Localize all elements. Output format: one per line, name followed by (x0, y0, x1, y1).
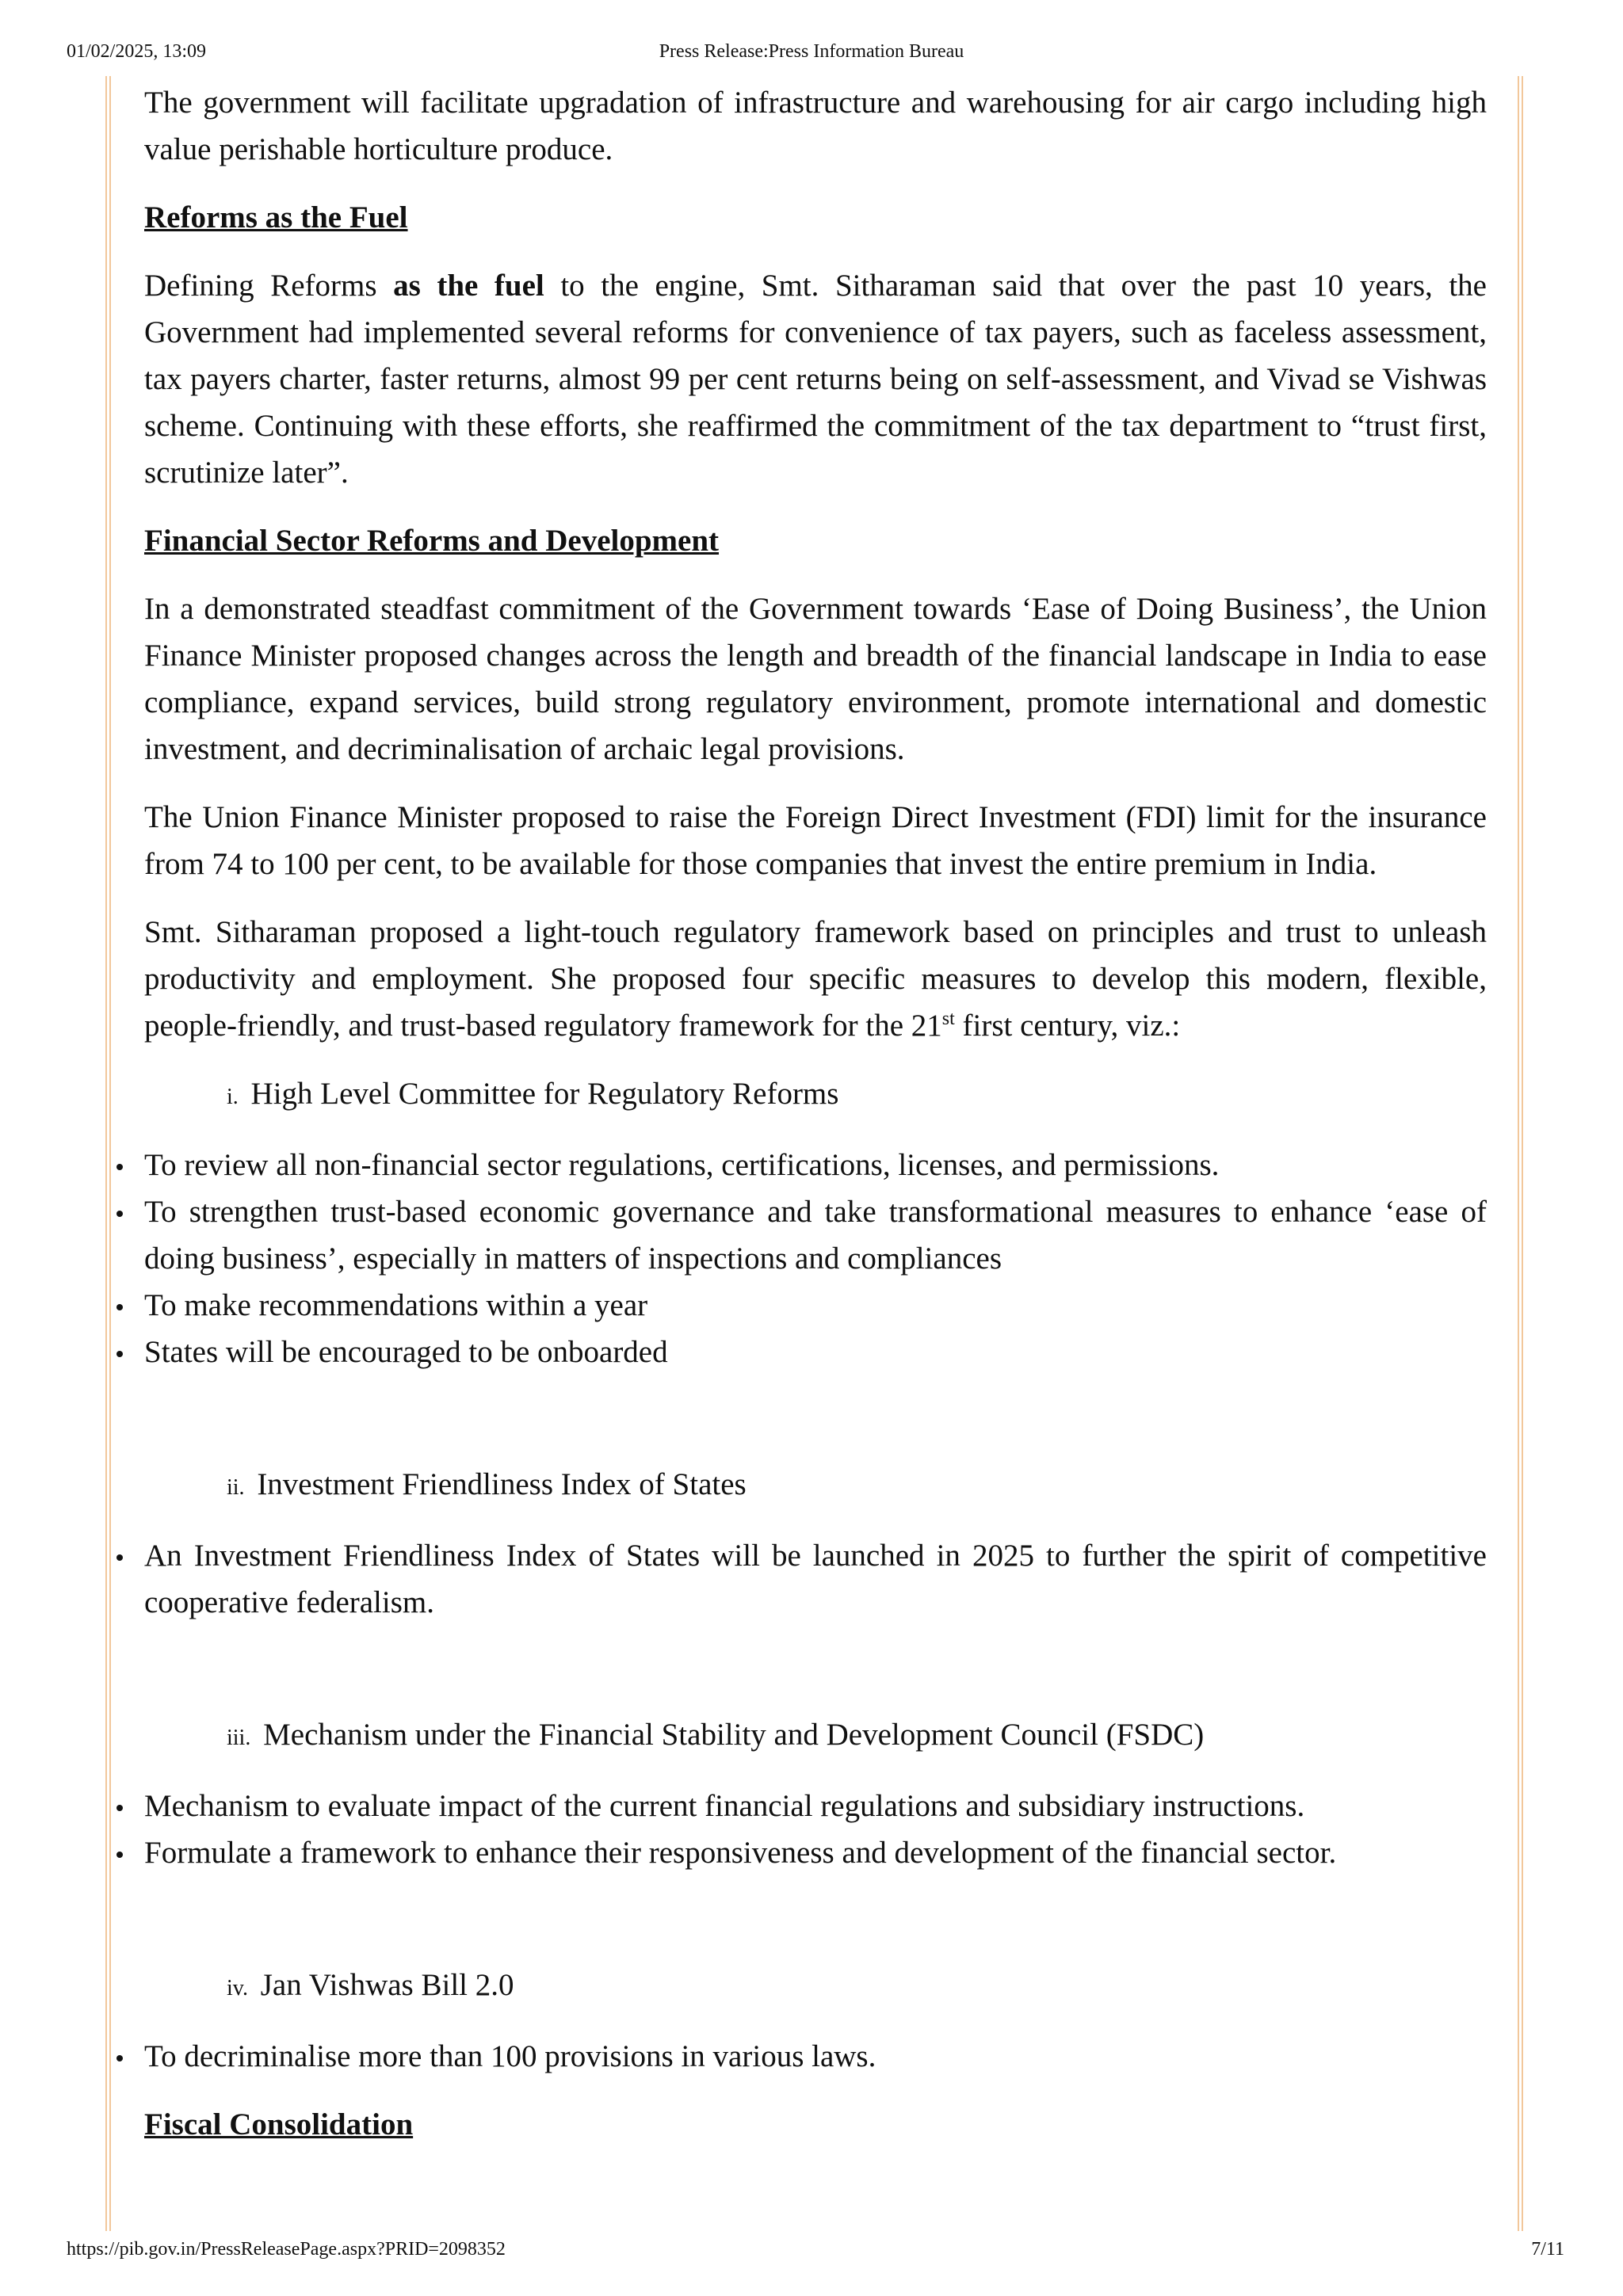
paragraph-fdi: The Union Finance Minister proposed to raise the Foreign Direct Investment (FDI) limit for the insurance from 74 to 100 per cent, to be available for those companies that invest the entire premium in India. (144, 800, 1487, 881)
measure-number: ii. (227, 1475, 245, 1500)
text-run: first century, viz.: (954, 1009, 1181, 1043)
measure-heading (144, 1711, 1487, 1761)
paragraph-light-touch (144, 909, 1487, 1049)
measure-heading (144, 1962, 1487, 2012)
measure-heading (144, 1461, 1487, 1511)
print-title: Press Release:Press Information Bureau (659, 41, 964, 62)
list-item: To review all non-financial sector regulations, certifications, licenses, and permissions. (144, 1142, 1487, 1188)
measure-bullets (144, 1783, 1487, 1876)
measure-title: High Level Committee for Regulatory Reforms (250, 1077, 839, 1111)
page-url: https://pib.gov.in/PressReleasePage.aspx?PRID=2098352 (67, 2239, 506, 2260)
paragraph-air-cargo: The government will facilitate upgradation of infrastructure and warehousing for air cargo including high value perishable horticulture produce. (144, 86, 1487, 166)
measure-title: Mechanism under the Financial Stability and Development Council (FSDC) (263, 1718, 1205, 1752)
measure-number: i. (227, 1085, 239, 1109)
page-number: 7/11 (1531, 2239, 1564, 2260)
heading-financial-sector: Financial Sector Reforms and Development (144, 524, 720, 558)
heading-reforms-fuel: Reforms as the Fuel (144, 200, 408, 235)
list-item: States will be encouraged to be onboarded (144, 1329, 1487, 1375)
superscript: st (941, 1009, 955, 1029)
measure-heading (144, 1070, 1487, 1120)
list-item: Mechanism to evaluate impact of the current financial regulations and subsidiary instructions. (144, 1783, 1487, 1829)
text-run: Defining Reforms (144, 269, 394, 303)
right-page-border (1518, 76, 1524, 2231)
measure-bullets (144, 1532, 1487, 1626)
list-item: To make recommendations within a year (144, 1282, 1487, 1329)
article-content (144, 79, 1487, 2169)
measure-bullets (144, 1142, 1487, 1375)
measure-title: Jan Vishwas Bill 2.0 (260, 1968, 514, 2002)
measure-number: iv. (227, 1976, 248, 2000)
heading-fiscal-consolidation: Fiscal Consolidation (144, 2107, 414, 2142)
bold-phrase: as the fuel (393, 269, 544, 303)
paragraph-reforms-fuel (144, 262, 1487, 496)
measure-number: iii. (227, 1726, 251, 1750)
list-item: To decriminalise more than 100 provisions in various laws. (144, 2033, 1487, 2080)
print-header (0, 41, 1623, 70)
list-item: Formulate a framework to enhance their responsiveness and development of the financial sector. (144, 1829, 1487, 1876)
measure-title: Investment Friendliness Index of States (257, 1467, 747, 1501)
text-run: Smt. Sitharaman proposed a light-touch regulatory framework based on principles and trust to unleash productivity and employment. She proposed four specific measures to develop this modern, flexible, people-friendly, and trust-based regulatory framework for the 21 (144, 915, 1487, 1043)
print-datetime: 01/02/2025, 13:09 (67, 41, 207, 62)
measure-bullets (144, 2033, 1487, 2080)
paragraph-ease-business: In a demonstrated steadfast commitment of the Government towards ‘Ease of Doing Business’, the Union Finance Minister proposed changes across the length and breadth of the financial landscape in India to ease compliance, expand services, build strong regulatory environment, promote international and domestic investment, and decriminalisation of archaic legal provisions. (144, 592, 1487, 766)
left-page-border (105, 76, 112, 2231)
text-run: to the engine, Smt. Sitharaman said that over the past 10 years, the Government had implemented several reforms for convenience of tax payers, such as faceless assessment, tax payers charter, faster returns, almost 99 per cent returns being on self-assessment, and Vivad se Vishwas scheme. Continuing with these efforts, she reaffirmed the commitment of the tax department to “trust first, scrutinize later”. (144, 269, 1487, 490)
list-item: To strengthen trust-based economic governance and take transformational measures to enhance ‘ease of doing business’, especially in matters of inspections and compliances (144, 1188, 1487, 1282)
list-item: An Investment Friendliness Index of States will be launched in 2025 to further the spirit of competitive cooperative federalism. (144, 1532, 1487, 1626)
